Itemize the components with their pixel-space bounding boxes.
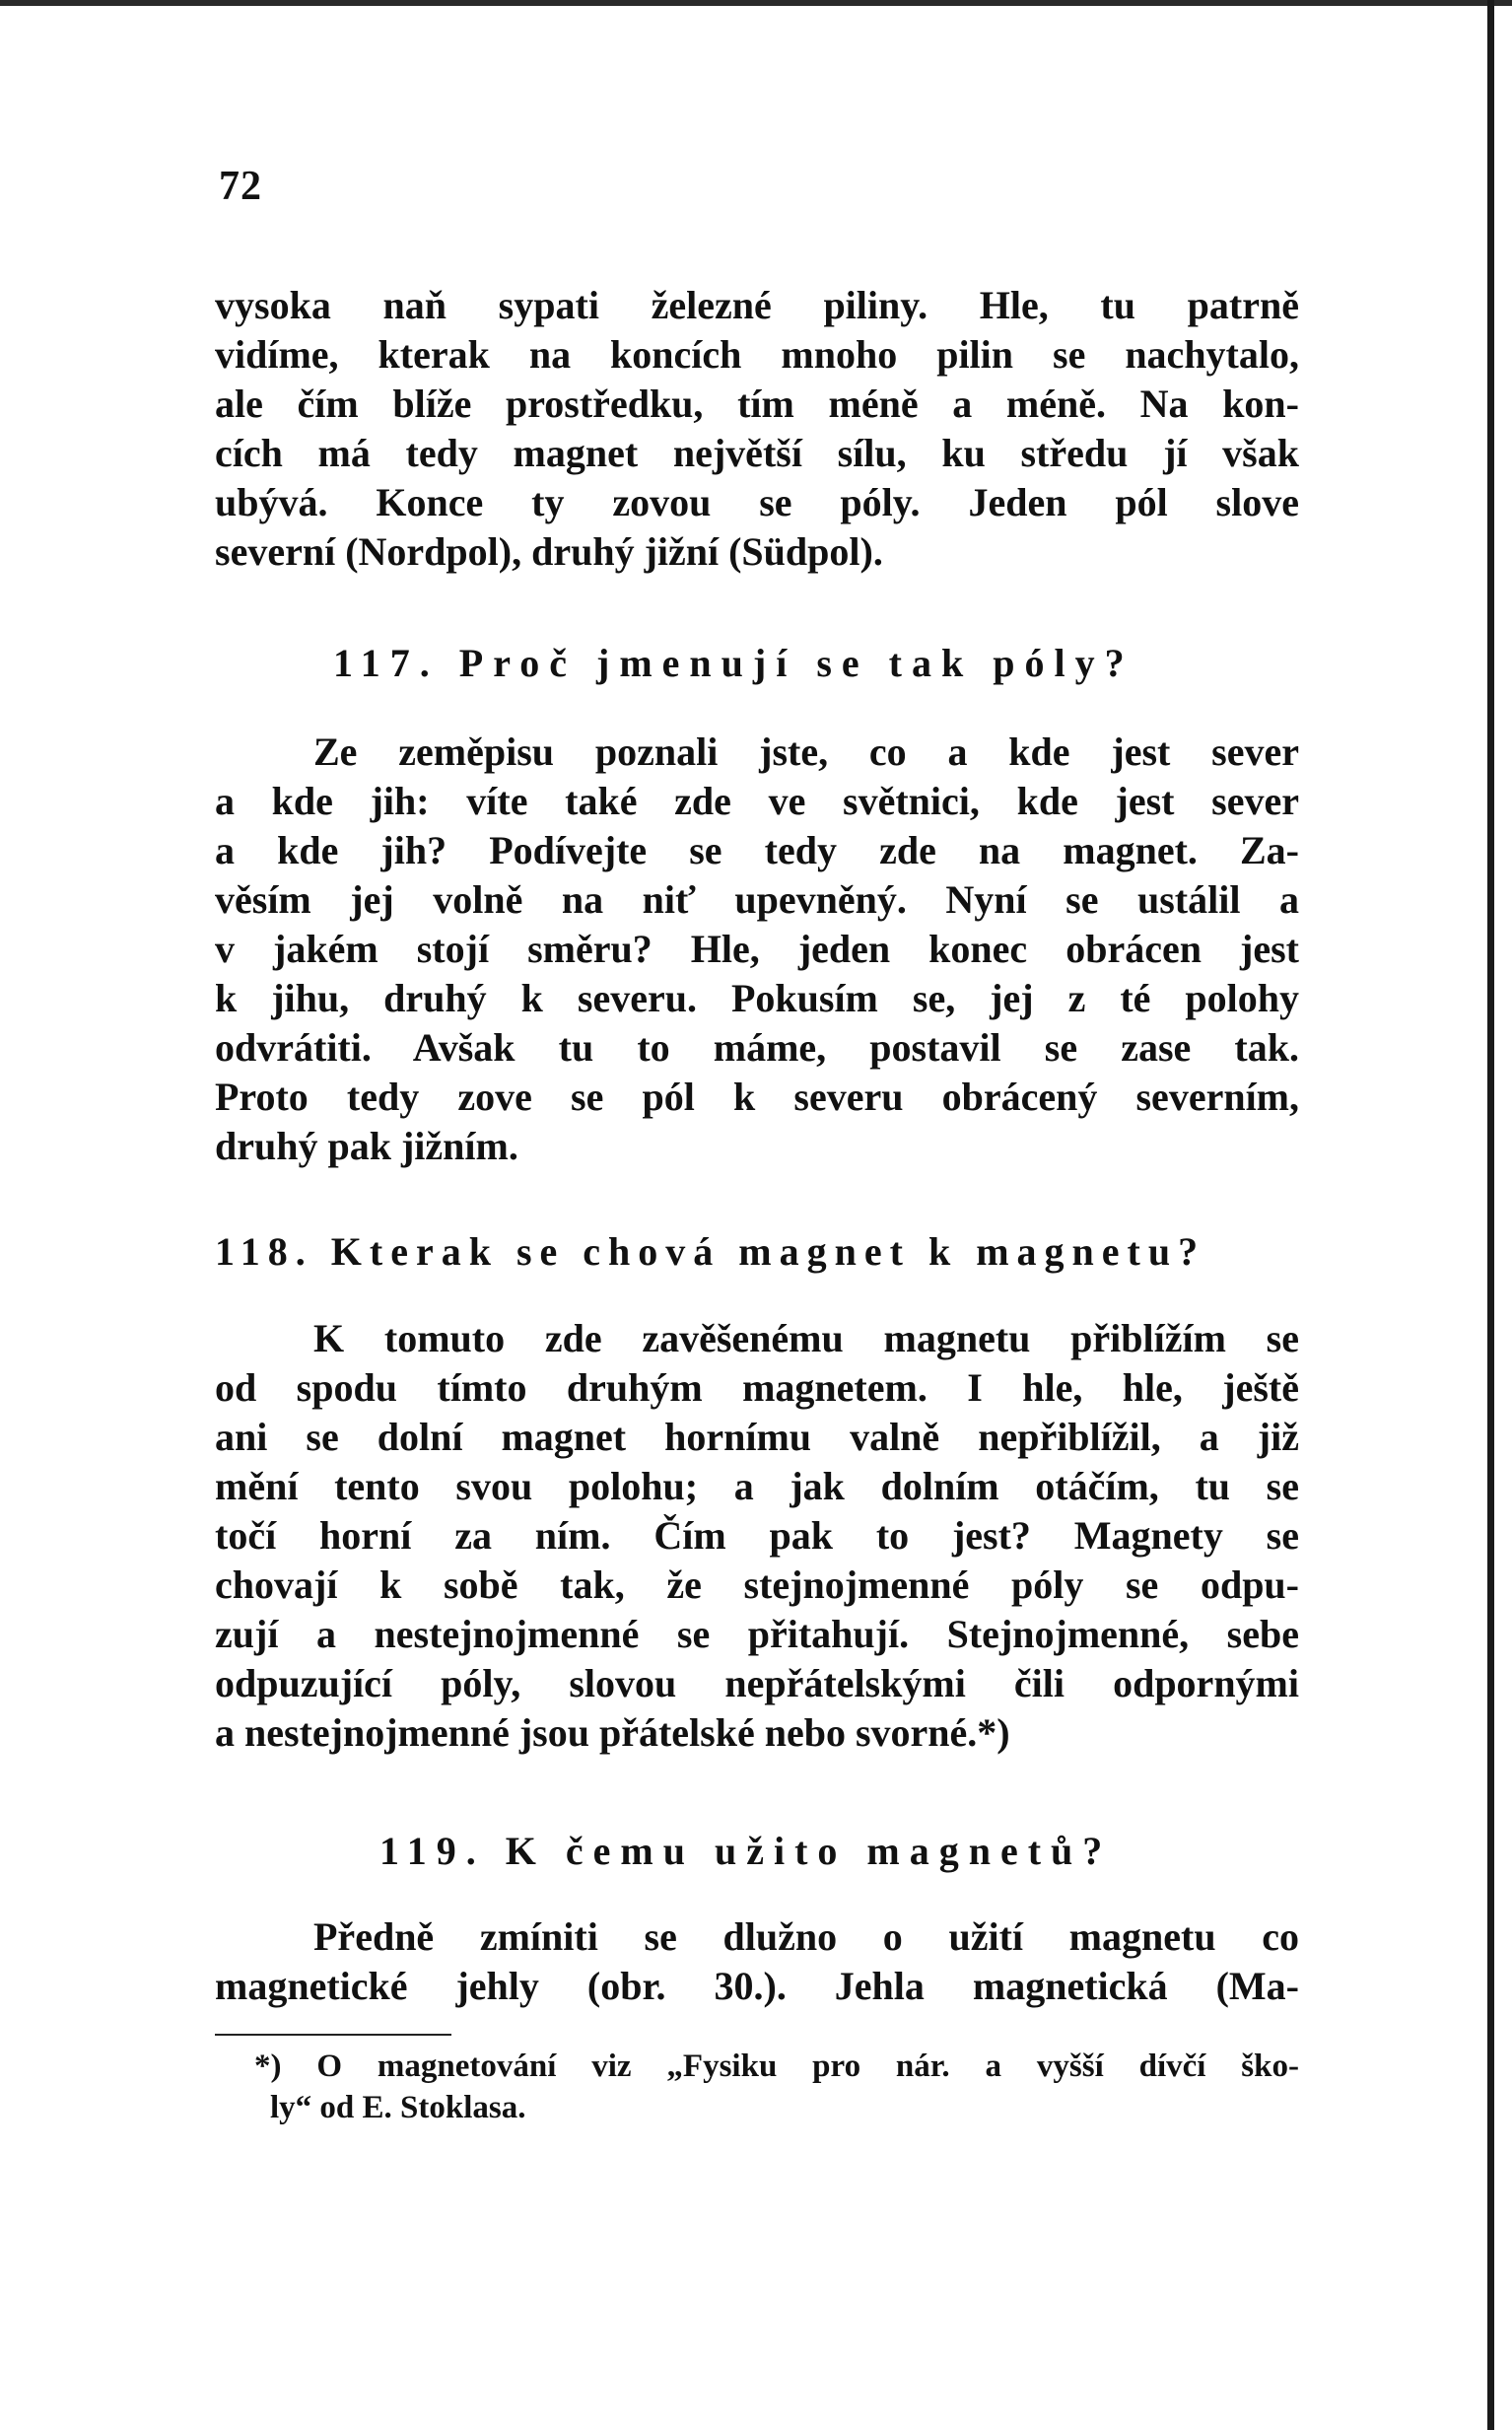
section-heading-118: 118. Kterak se chová magnet k magnetu? (215, 1229, 1206, 1274)
text-line: vysoka naň sypati železné piliny. Hle, tu patrně (215, 283, 1299, 327)
text-line: v jakém stojí směru? Hle, jeden konec obrácen jest (215, 927, 1299, 971)
scan-right-edge (1487, 0, 1494, 2430)
text-line: k jihu, druhý k severu. Pokusím se, jej z té polohy (215, 976, 1299, 1020)
footnote-divider (215, 2034, 451, 2036)
text-line: odpuzující póly, slovou nepřátelskými čili odpornými (215, 1661, 1299, 1705)
text-line: ani se dolní magnet hornímu valně nepřiblížil, a již (215, 1415, 1299, 1459)
text-line: K tomuto zde zavěšenému magnetu přiblížím se (313, 1316, 1299, 1360)
text-line: cích má tedy magnet největší sílu, ku středu jí však (215, 431, 1299, 475)
text-line: magnetické jehly (obr. 30.). Jehla magnetická (Ma- (215, 1964, 1299, 2008)
footnote (215, 2046, 1299, 2128)
text-line: odvrátiti. Avšak tu to máme, postavil se zase tak. (215, 1025, 1299, 1070)
section-heading-119: 119. K čemu užito magnetů? (379, 1829, 1113, 1873)
text-line: a kde jih: víte také zde ve světnici, kde jest sever (215, 779, 1299, 823)
page-number: 72 (219, 164, 262, 209)
text-line: vidíme, kterak na koncích mnoho pilin se nachytalo, (215, 332, 1299, 377)
scan-top-edge (0, 0, 1512, 6)
footnote-line: ly“ od E. Stoklasa. (270, 2090, 526, 2125)
text-line: ubývá. Konce ty zovou se póly. Jeden pól slove (215, 480, 1299, 524)
section-heading-117: 117. Proč jmenují se tak póly? (333, 641, 1134, 685)
text-line: mění tento svou polohu; a jak dolním otáčím, tu se (215, 1464, 1299, 1508)
text-line: druhý pak jižním. (215, 1124, 518, 1168)
text-line: zují a nestejnojmenné se přitahují. Stejnojmenné, sebe (215, 1612, 1299, 1656)
footnote-line: *) O magnetování viz „Fysiku pro nár. a vyšší dívčí ško- (254, 2048, 1299, 2084)
text-line: Ze zeměpisu poznali jste, co a kde jest sever (313, 729, 1299, 774)
text-line: a nestejnojmenné jsou přátelské nebo svorné.*) (215, 1710, 1010, 1755)
paragraph-3 (215, 1314, 1299, 1758)
text-line: chovají k sobě tak, že stejnojmenné póly se odpu- (215, 1562, 1299, 1607)
text-line: severní (Nordpol), druhý jižní (Südpol). (215, 529, 883, 574)
text-line: točí horní za ním. Čím pak to jest? Magnety se (215, 1513, 1299, 1558)
paragraph-4 (215, 1912, 1299, 2011)
text-line: ale čím blíže prostředku, tím méně a méně. Na kon- (215, 382, 1299, 426)
text-line: Proto tedy zove se pól k severu obrácený severním, (215, 1075, 1299, 1119)
text-line: věsím jej volně na niť upevněný. Nyní se ustálil a (215, 877, 1299, 922)
text-line: a kde jih? Podívejte se tedy zde na magnet. Za- (215, 828, 1299, 872)
text-line: Předně zmíniti se dlužno o užití magnetu co (313, 1914, 1299, 1959)
paragraph-1 (215, 281, 1299, 577)
paragraph-2 (215, 728, 1299, 1171)
text-line: od spodu tímto druhým magnetem. I hle, hle, ještě (215, 1365, 1299, 1410)
